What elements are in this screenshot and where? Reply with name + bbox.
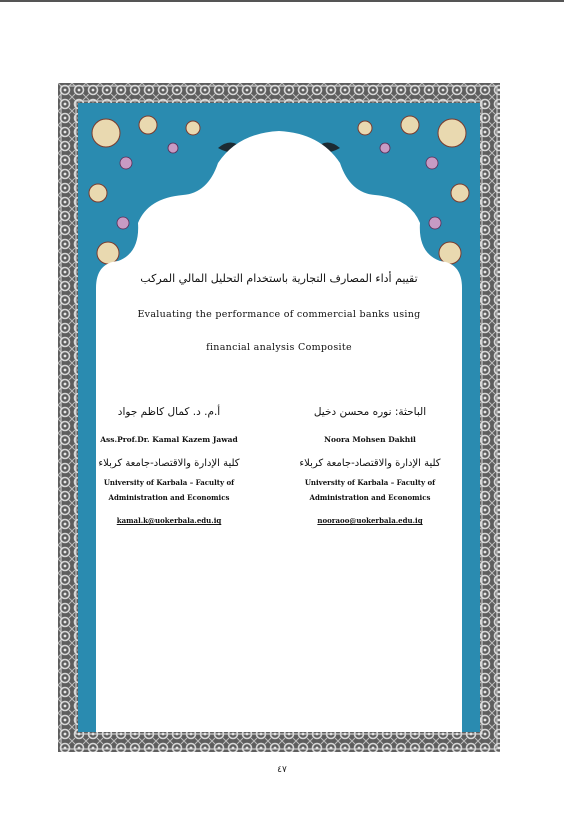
author-left-affiliation-arabic: كلية الإدارة والاقتصاد-جامعة كربلاء [98,458,240,469]
author-right-affiliation-arabic: كلية الإدارة والاقتصاد-جامعة كربلاء [299,458,441,469]
author-right-affiliation-english-2: Administration and Economics [309,493,431,502]
top-rule [0,0,564,2]
author-right-email[interactable]: nooraoo@uokerbala.edu.iq [317,516,423,525]
author-left-email[interactable]: kamal.k@uokerbala.edu.iq [116,516,222,525]
title-arabic: تقييم أداء المصارف التجارية باستخدام التحليل المالي المركب [140,272,418,285]
title-english-line2: financial analysis Composite [206,342,352,353]
author-left-affiliation-english-2: Administration and Economics [108,493,230,502]
author-right-name-arabic: الباحثة: نوره محسن دخيل [313,406,427,418]
author-left-affiliation-english-1: University of Karbala – Faculty of [103,478,235,487]
author-left-name-arabic: أ.م. د. كمال كاظم جواد [117,406,221,418]
title-page [85,102,473,730]
title-english-line1: Evaluating the performance of commercial banks using [137,309,421,320]
author-right-affiliation-english-1: University of Karbala – Faculty of [304,478,436,487]
author-left-name-english: Ass.Prof.Dr. Kamal Kazem Jawad [100,435,238,444]
page-number: ٤٧ [277,765,287,775]
author-right-name-english: Noora Mohsen Dakhil [324,435,416,444]
